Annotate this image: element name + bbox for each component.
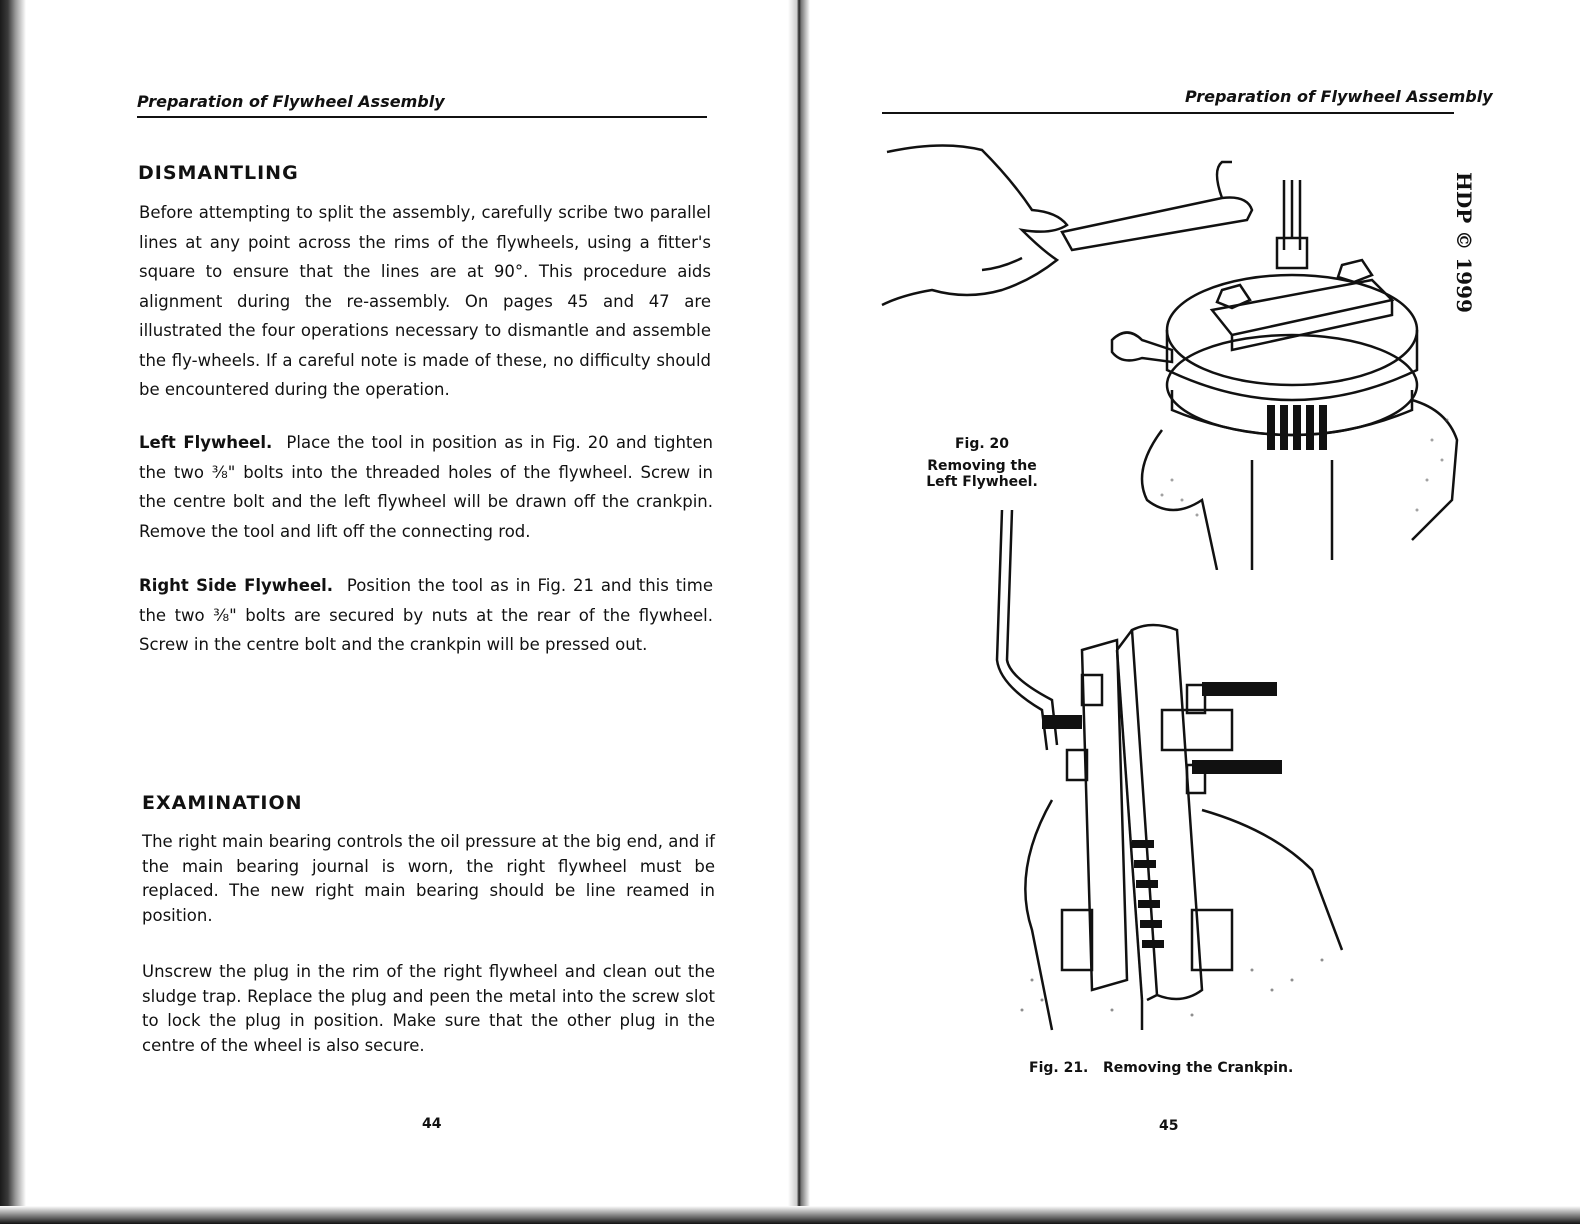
fig20-caption-line1: Removing the xyxy=(927,458,1037,474)
running-head-left: Preparation of Flywheel Assembly xyxy=(137,92,445,111)
fig21-illustration xyxy=(992,510,1532,1050)
header-rule-left xyxy=(137,116,707,118)
fig20-label: Fig. 20 xyxy=(954,436,1010,452)
book-spine-left xyxy=(0,0,26,1224)
examination-para-2: Unscrew the plug in the rim of the right flywheel and clean out the sludge trap. Replace the plug and peen the metal into the screw slot to lock the plug in position. Make sure that the other plug in the centre of the wheel is also secure. xyxy=(142,962,715,1055)
left-flywheel-text: Place the tool in position as in Fig. 20 and tighten the two ⅜" bolts into the threaded holes of the flywheel. Screw in the centre bolt and the left flywheel will be drawn off the crankpin. Remove the tool and lift off the connecting rod. xyxy=(139,433,713,541)
page-number-right: 45 xyxy=(1159,1118,1179,1134)
fig20-illustration xyxy=(872,140,1462,570)
dismantling-heading: DISMANTLING xyxy=(138,162,299,184)
right-page xyxy=(812,0,1558,1200)
fig20-caption-line2: Left Flywheel. xyxy=(926,474,1038,490)
right-flywheel-text: Position the tool as in Fig. 21 and this time the two ⅜" bolts are secured by nuts at the rear of the flywheel. Screw in the centre bolt and the crankpin will be pressed out. xyxy=(139,576,713,654)
left-page xyxy=(26,0,786,1200)
book-gutter xyxy=(788,0,810,1224)
hand-outline xyxy=(882,145,1067,305)
fig21-caption-text: Removing the Crankpin. xyxy=(1103,1060,1294,1076)
left-flywheel-paragraph xyxy=(139,428,713,546)
fig21-label: Fig. 21. xyxy=(1029,1060,1089,1076)
dismantling-intro: Before attempting to split the assembly, carefully scribe two parallel lines at any point across the rims of the flywheels, using a fitter's square to ensure that the lines are at 90°. This procedure aids alignment during the re-assembly. On pages 45 and 47 are illustrated the four operations necessary to dismantle and assemble the fly-wheels. If a careful note is made of these, no difficulty should be encountered during the operation. xyxy=(139,203,711,399)
book-bottom-edge xyxy=(0,1206,1580,1224)
right-flywheel-paragraph xyxy=(139,571,713,660)
right-flywheel-lead: Right Side Flywheel. xyxy=(139,576,334,595)
examination-para-1: The right main bearing controls the oil pressure at the big end, and if the main bearing journal is worn, the right flywheel must be replaced. The new right main bearing should be line reamed in position. xyxy=(142,832,715,925)
fig21-caption xyxy=(1029,1060,1293,1076)
running-head-right: Preparation of Flywheel Assembly xyxy=(1185,87,1493,106)
page-number-left: 44 xyxy=(422,1116,442,1132)
fig20-caption xyxy=(922,436,1042,490)
examination-heading: EXAMINATION xyxy=(142,792,303,814)
header-rule-right xyxy=(882,112,1454,114)
left-flywheel-lead: Left Flywheel. xyxy=(139,433,273,452)
copyright-stamp: HDP © 1999 xyxy=(1452,172,1476,313)
